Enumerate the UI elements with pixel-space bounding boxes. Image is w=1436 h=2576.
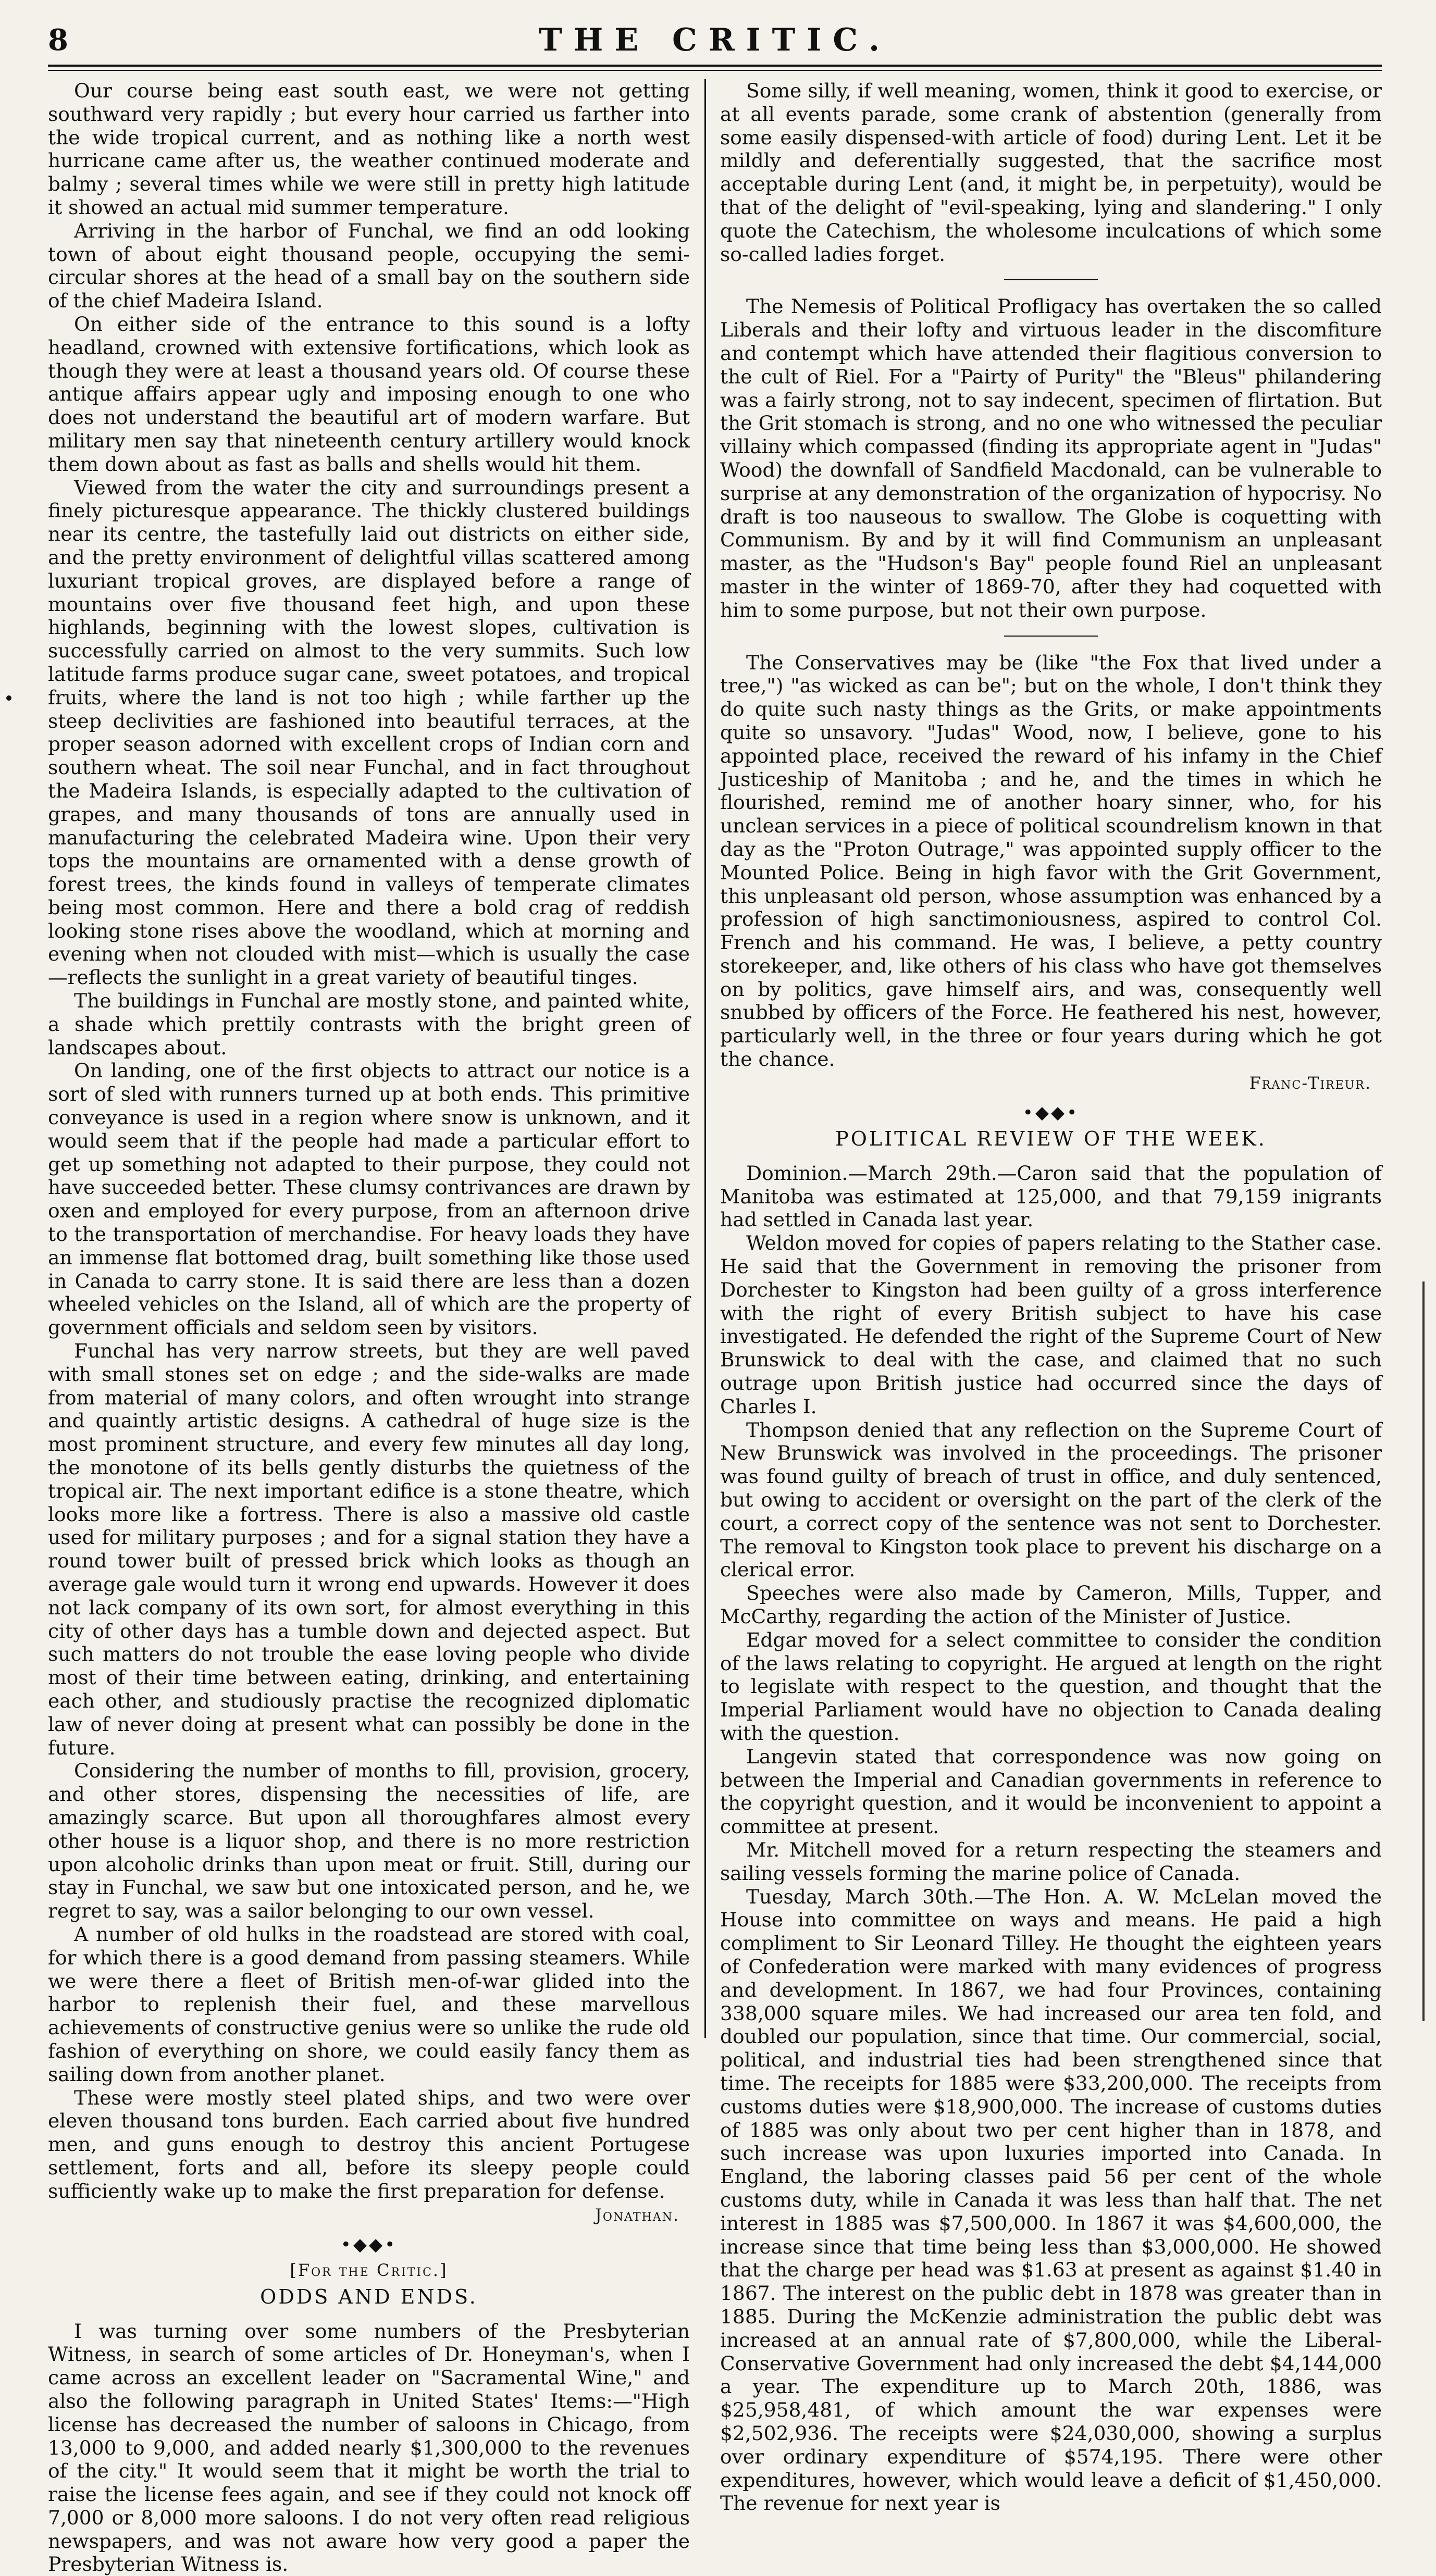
paragraph: The Conservatives may be (like "the Fox that lived under a tree,") "as wicked as can be"; but on the whole, I don't think they do quite such nasty things as the Grits, or make appointments quite so unsavory. "Judas" Wood, now, I believe, gone to his appointed place, received the reward of his infamy in the Chief Justiceship of Manitoba ; and he, and the times in which he flourished, remind me of another hoary sinner, who, for his unclean services in a piece of political scoundrelism known in that day as the "Proton Outrage," was appointed supply officer to the Mounted Police. Being in high favor with the Grit Government, this unpleasant old person, whose assumption was enhanced by a profession of high sanctimoniousness, aspired to control Col. French and his command. He was, I believe, a petty country storekeeper, and, like others of his class who have got themselves on by politics, gave himself airs, and was, consequently well snubbed by officers of the Force. He feathered his nest, however, particularly well, in the three or four years during which he got the chance. <box>720 651 1382 1071</box>
header-rule <box>48 65 1382 71</box>
madeira-article <box>48 79 690 2203</box>
paragraph: Edgar moved for a select committee to consider the condition of the laws relating to copyright. He argued at length on the right to legislate with respect to the question, and thought that the Imperial Parliament would have no objection to Canada dealing with the question. <box>720 1628 1382 1745</box>
right-column <box>720 79 1382 2515</box>
paragraph: A number of old hulks in the roadstead are stored with coal, for which there is a good demand from passing steamers. While we were there a fleet of British men-of-war glided into the harbor to replenish their fuel, and these marvellous achievements of constructive genius were so unlike the rude old fashion of everything on shore, we could easily fancy them as sailing down from another planet. <box>48 1922 690 2086</box>
nemesis-paragraph <box>720 295 1382 621</box>
section-ornament: •◆◆• <box>1022 1102 1080 1123</box>
odds-and-ends-article <box>48 2320 690 2576</box>
left-column <box>48 79 690 2576</box>
paragraph: Some silly, if well meaning, women, think it good to exercise, or at all events parade, some crank of abstention (generally from some easily dispensed-with article of food) during Lent. Let it be mildly and deferentially suggested, that the sacrifice most acceptable during Lent (and, it might be, in perpetuity), would be that of the delight of "evil-speaking, lying and slandering." I only quote the Catechism, the wholesome inculcations of which some so-called ladies forget. <box>720 79 1382 266</box>
page-header <box>48 21 1382 63</box>
article-signature: Jonathan. <box>595 2205 679 2225</box>
paragraph: Mr. Mitchell moved for a return respecting the steamers and sailing vessels forming the marine police of Canada. <box>720 1838 1382 1885</box>
odds-continued <box>720 79 1382 266</box>
odds-and-ends-title: ODDS AND ENDS. <box>260 2285 478 2308</box>
paragraph: Considering the number of months to fill, provision, grocery, and other stores, dispensing the necessities of life, are amazingly scarce. But upon all thoroughfares almost every other house is a liquor shop, and there is no more restriction upon alcoholic drinks than upon meat or fruit. Still, during our stay in Funchal, we saw but one intoxicated person, and he, we regret to say, was a sailor belonging to our own vessel. <box>48 1759 690 1923</box>
political-review-article <box>720 1162 1382 2515</box>
paragraph: On landing, one of the first objects to attract our notice is a sort of sled with runners turned up at both ends. This primitive conveyance is used in a region where snow is unknown, and it would seem that if the people had made a particular effort to get up something not adapted to their purpose, they could not have succeeded better. These clumsy contrivances are drawn by oxen and employed for every purpose, from an afternoon drive to the transportation of merchandise. For heavy loads they have an immense flat bottomed drag, built something like those used in Canada to carry stone. It is said there are less than a dozen wheeled vehicles on the Island, all of which are the property of government officials and seldom seen by visitors. <box>48 1059 690 1339</box>
conservatives-paragraph <box>720 651 1382 1071</box>
paragraph: Viewed from the water the city and surroundings present a finely picturesque appearance. The thickly clustered buildings near its centre, the tastefully laid out districts on either side, and the pretty environment of delightful villas scattered among luxuriant tropical groves, are displayed before a range of mountains over five thousand feet high, and upon these highlands, beginning with the lowest slopes, cultivation is successfully carried on almost to the very summits. Such low latitude farms produce sugar cane, sweet potatoes, and tropical fruits, where the land is not too high ; while farther up the steep declivities are fashioned into beautiful terraces, at the proper season adorned with excellent crops of Indian corn and southern wheat. The soil near Funchal, and in fact throughout the Madeira Islands, is especially adapted to the cultivation of grapes, and many thousands of tons are annually used in manufacturing the celebrated Madeira wine. Upon their very tops the mountains are ornamented with a dense growth of forest trees, the kinds found in valleys of temperate climates being most common. Here and there a bold crag of reddish looking stone rises above the woodland, which at morning and evening when not clouded with mist—which is usually the case—reflects the sunlight in a great variety of beautiful tinges. <box>48 476 690 989</box>
paragraph: Our course being east south east, we were not getting southward very rapidly ; but every hour carried us farther into the wide tropical current, and as nothing like a north west hurricane came after us, the weather continued moderate and balmy ; several times while we were still in pretty high latitude it showed an actual mid summer temperature. <box>48 79 690 219</box>
newspaper-page <box>48 21 1382 2576</box>
page-number: 8 <box>48 23 68 57</box>
paragraph: The Nemesis of Political Profligacy has overtaken the so called Liberals and their lofty and virtuous leader in the discomfiture and contempt which have attended their flagitious conversion to the cult of Riel. For a "Pairty of Purity" the "Bleus" philandering was a fairly strong, not to say indecent, specimen of flirtation. But the Grit stomach is strong, and no one who witnessed the peculiar villainy which compassed (finding its appropriate agent in "Judas" Wood) the downfall of Sandfield Macdonald, can be vulnerable to surprise at any demonstration of the organization of hypocrisy. No draft is too nauseous to swallow. The Globe is coquetting with Communism. By and by it will find Communism an unpleasant master, as the "Hudson's Bay" people found Riel an unpleasant master in the winter of 1869-70, after they had coquetted with him to some purpose, but not their own purpose. <box>720 295 1382 621</box>
paragraph: The buildings in Funchal are mostly stone, and painted white, a shade which prettily contrasts with the bright green of landscapes about. <box>48 989 690 1059</box>
paragraph: I was turning over some numbers of the Presbyterian Witness, in search of some articles of Dr. Honeyman's, when I came across an excellent leader on "Sacramental Wine," and also the following paragraph in United States' Items:—"High license has decreased the number of saloons in Chicago, from 13,000 to 9,000, and added nearly $1,300,000 to the revenues of the city." It would seem that it might be worth the trial to raise the license fees again, and see if they could not knock off 7,000 or 8,000 more saloons. I do not very often read religious newspapers, and was not aware how very good a paper the Presbyterian Witness is. <box>48 2319 690 2576</box>
paragraph: Dominion.—March 29th.—Caron said that the population of Manitoba was estimated at 125,000, and that 79,159 inigrants had settled in Canada last year. <box>720 1161 1382 1231</box>
section-ornament: •◆◆• <box>340 2234 398 2255</box>
divider-rule <box>1004 279 1098 280</box>
paragraph: Tuesday, March 30th.—The Hon. A. W. McLelan moved the House into committee on ways and means. He paid a high compliment to Sir Leonard Tilley. He thought the eighteen years of Confederation were marked with many evidences of progress and development. In 1867, we had four Provinces, containing 338,000 square miles. We had increased our area ten fold, and doubled our population, since that time. Our commercial, social, political, and industrial ties had been strengthened since that time. The receipts for 1885 were $33,200,000. The receipts from customs duties were $18,900,000. The increase of customs duties of 1885 was only about two per cent higher than in 1878, and such increase was upon luxuries imported into Canada. In England, the laboring classes paid 56 per cent of the whole customs duty, while in Canada it was less than half that. The net interest in 1885 was $7,500,000. In 1867 it was $4,600,000, the increase since that time being less than $3,000,000. He showed that the charge per head was $1.63 at present as against $1.40 in 1867. The interest on the public debt in 1878 was greater than in 1885. During the McKenzie administration the public debt was increased at an annual rate of $7,800,000, while the Liberal-Conservative Government had only increased the debt $4,144,000 a year. The expenditure up to March 20th, 1886, was $25,958,481, of which amount the war expenses were $2,502,936. The receipts were $24,030,000, showing a surplus over ordinary expenditure of $574,195. There were other expenditures, however, which would leave a deficit of $1,450,000. The revenue for next year is <box>720 1885 1382 2515</box>
paragraph: On either side of the entrance to this sound is a lofty headland, crowned with extensive fortifications, which look as though they were at least a thousand years old. Of course these antique affairs appear ugly and imposing enough to one who does not understand the beautiful art of modern warfare. But military men say that nineteenth century artillery would knock them down about as fast as balls and shells would hit them. <box>48 312 690 476</box>
masthead: THE CRITIC. <box>539 22 891 58</box>
paragraph: Thompson denied that any reflection on the Supreme Court of New Brunswick was involved in the proceedings. The prisoner was found guilty of breach of trust in office, and duly sentenced, but owing to accident or oversight on the part of the clerk of the court, a correct copy of the sentence was not sent to Dorchester. The removal to Kingston took place to prevent his discharge on a clerical error. <box>720 1418 1382 1582</box>
paragraph: Langevin stated that correspondence was now going on between the Imperial and Canadian governments in reference to the copyright question, and it would be inconvenient to appoint a committee at present. <box>720 1745 1382 1838</box>
paragraph: Weldon moved for copies of papers relating to the Stather case. He said that the Government in removing the prisoner from Dorchester to Kingston had been guilty of a gross interference with the right of every British subject to have his case investigated. He defended the right of the Supreme Court of New Brunswick to deal with the case, and claimed that no such outrage upon British justice had occurred since the days of Charles I. <box>720 1231 1382 1418</box>
article-signature: Franc-Tireur. <box>1249 1073 1371 1093</box>
political-review-title: POLITICAL REVIEW OF THE WEEK. <box>835 1127 1267 1150</box>
paragraph: These were mostly steel plated ships, and two were over eleven thousand tons burden. Each carried about five hundred men, and guns enough to destroy this ancient Portugese settlement, forts and all, before its sleepy people could sufficiently wake up to make the first preparation for defense. <box>48 2086 690 2202</box>
paragraph: Arriving in the harbor of Funchal, we find an odd looking town of about eight thousand people, occupying the semi-circular shores at the head of a small bay on the southern side of the chief Madeira Island. <box>48 219 690 313</box>
byline: [For the Critic.] <box>290 2260 448 2280</box>
scan-edge-line <box>1422 1281 1425 2021</box>
column-divider <box>704 79 706 2038</box>
divider-rule <box>1004 636 1098 637</box>
paragraph: Speeches were also made by Cameron, Mills, Tupper, and McCarthy, regarding the action of the Minister of Justice. <box>720 1582 1382 1628</box>
paragraph: Funchal has very narrow streets, but they are well paved with small stones set on edge ; and the side-walks are made from material of many colors, and often wrought into strange and quaintly artistic designs. A cathedral of huge size is the most prominent structure, and every few minutes all day long, the monotone of its bells gently disturbs the quietness of the tropical air. The next important edifice is a stone theatre, which looks more like a fortress. There is also a massive old castle used for military purposes ; and for a signal station they have a round tower built of pressed brick which looks as though an average gale would turn it wrong end upwards. However it does not lack company of its own sort, for almost everything in this city of other days has a tumble down and dejected aspect. But such matters do not trouble the ease loving people who divide most of their time between eating, drinking, and entertaining each other, and studiously practise the recognized diplomatic law of never doing at present what can possibly be done in the future. <box>48 1339 690 1759</box>
margin-mark <box>6 695 11 701</box>
